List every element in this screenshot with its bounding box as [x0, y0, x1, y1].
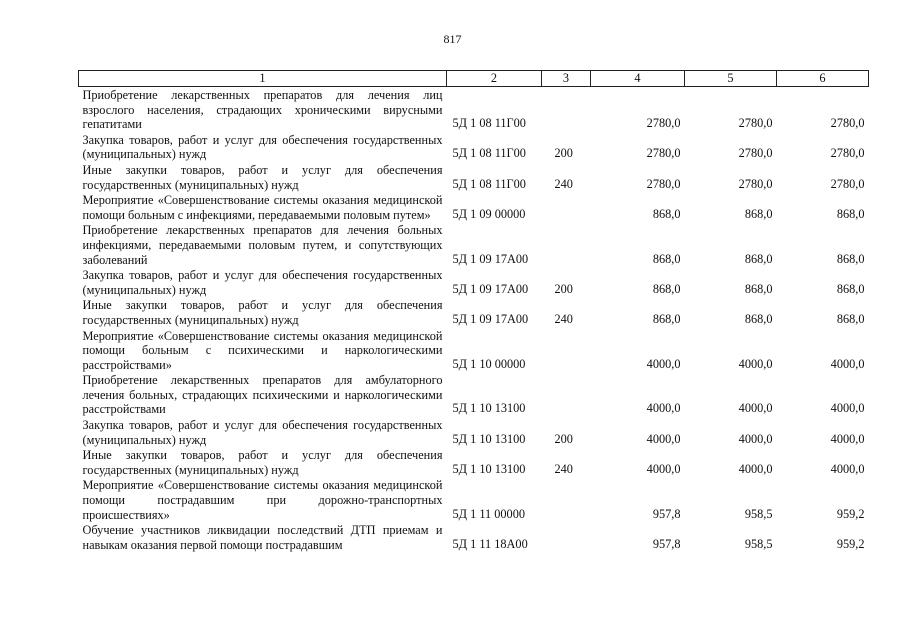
- row-name: Обучение участников ликвидации последствий ДТП приемам и навыкам оказания первой помощи пострадавшим: [82, 523, 443, 552]
- row-amount-3: 959,2: [836, 506, 865, 521]
- row-code: 5Д 1 09 17А00: [452, 311, 529, 326]
- row-name: Закупка товаров, работ и услуг для обеспечения государственных (муниципальных) нужд: [82, 268, 443, 297]
- row-amount-2: 4000,0: [738, 431, 773, 446]
- row-name: Мероприятие «Совершенствование системы оказания медицинской помощи больным с инфекциями, передаваемыми половым путем»: [82, 193, 443, 222]
- row-amount-2: 868,0: [744, 311, 773, 326]
- row-code: 5Д 1 10 13100: [452, 461, 526, 476]
- row-amount-1: 868,0: [652, 206, 681, 221]
- row-expense-kind: [542, 372, 591, 417]
- row-amount-3: 868,0: [836, 311, 865, 326]
- header-col-1: 1: [79, 71, 447, 87]
- row-code: 5Д 1 09 17А00: [452, 281, 529, 296]
- row-name: Мероприятие «Совершенствование системы оказания медицинской помощи пострадавшим при дорожно-транспортных происшествиях»: [82, 478, 443, 522]
- row-name: Иные закупки товаров, работ и услуг для обеспечения государственных (муниципальных) нужд: [82, 298, 443, 327]
- header-col-4: 4: [591, 71, 685, 87]
- row-name: Закупка товаров, работ и услуг для обеспечения государственных (муниципальных) нужд: [82, 418, 443, 447]
- table-row: [79, 192, 869, 222]
- row-expense-kind: 200: [554, 431, 573, 446]
- row-code: 5Д 1 09 00000: [452, 206, 526, 221]
- row-amount-1: 957,8: [652, 536, 681, 551]
- row-amount-2: 868,0: [744, 251, 773, 266]
- row-amount-2: 958,5: [744, 536, 773, 551]
- table-row: [79, 522, 869, 552]
- row-name: Закупка товаров, работ и услуг для обеспечения государственных (муниципальных) нужд: [82, 132, 443, 162]
- row-expense-kind: [542, 328, 591, 373]
- header-col-5: 5: [685, 71, 777, 87]
- row-code: 5Д 1 11 00000: [452, 506, 525, 521]
- table-row: [79, 87, 869, 132]
- row-amount-1: 4000,0: [646, 431, 681, 446]
- row-expense-kind: 200: [554, 146, 573, 161]
- row-expense-kind: 240: [554, 311, 573, 326]
- row-amount-3: 4000,0: [830, 356, 865, 371]
- row-amount-2: 2780,0: [738, 176, 773, 191]
- row-name: Приобретение лекарственных препаратов для амбулаторного лечения больных, страдающих психическими и наркологическими расстройствами: [82, 373, 443, 417]
- row-amount-3: 2780,0: [830, 116, 865, 131]
- row-name: Иные закупки товаров, работ и услуг для обеспечения государственных (муниципальных) нужд: [82, 162, 443, 192]
- row-expense-kind: [542, 222, 591, 267]
- row-name: Приобретение лекарственных препаратов для лечения лиц взрослого населения, страдающих хроническими вирусными гепатитами: [82, 88, 443, 132]
- row-amount-1: 4000,0: [646, 461, 681, 476]
- row-amount-1: 868,0: [652, 281, 681, 296]
- row-amount-1: 2780,0: [646, 116, 681, 131]
- row-code: 5Д 1 11 18А00: [452, 536, 528, 551]
- row-amount-2: 4000,0: [738, 461, 773, 476]
- table-row: [79, 372, 869, 417]
- row-code: 5Д 1 08 11Г00: [452, 176, 526, 191]
- row-name: Приобретение лекарственных препаратов для лечения больных инфекциями, передаваемыми половым путем, и сопутствующих заболеваний: [82, 223, 443, 267]
- table-row: [79, 417, 869, 447]
- row-name: Иные закупки товаров, работ и услуг для обеспечения государственных (муниципальных) нужд: [82, 448, 443, 477]
- header-col-3: 3: [542, 71, 591, 87]
- row-expense-kind: 200: [554, 281, 573, 296]
- row-expense-kind: 240: [554, 176, 573, 191]
- row-expense-kind: [542, 477, 591, 522]
- row-amount-3: 2780,0: [830, 146, 865, 161]
- row-code: 5Д 1 10 13100: [452, 401, 526, 416]
- row-amount-1: 868,0: [652, 251, 681, 266]
- budget-table: [78, 70, 869, 552]
- table-row: [79, 328, 869, 373]
- row-code: 5Д 1 10 13100: [452, 431, 526, 446]
- row-amount-3: 4000,0: [830, 431, 865, 446]
- row-code: 5Д 1 09 17А00: [452, 251, 529, 266]
- row-expense-kind: [542, 87, 591, 132]
- row-amount-2: 4000,0: [738, 356, 773, 371]
- table-row: [79, 267, 869, 297]
- row-amount-2: 868,0: [744, 206, 773, 221]
- row-expense-kind: [542, 522, 591, 552]
- row-amount-3: 868,0: [836, 251, 865, 266]
- table-row: [79, 297, 869, 327]
- row-amount-3: 4000,0: [830, 401, 865, 416]
- row-code: 5Д 1 08 11Г00: [452, 116, 526, 131]
- row-amount-3: 2780,0: [830, 176, 865, 191]
- row-amount-1: 868,0: [652, 311, 681, 326]
- header-col-6: 6: [777, 71, 869, 87]
- table-row: [79, 477, 869, 522]
- row-amount-2: 868,0: [744, 281, 773, 296]
- row-amount-3: 959,2: [836, 536, 865, 551]
- table-row: [79, 447, 869, 477]
- row-amount-1: 4000,0: [646, 356, 681, 371]
- table-row: [79, 162, 869, 192]
- row-amount-3: 868,0: [836, 281, 865, 296]
- header-col-2: 2: [447, 71, 542, 87]
- row-expense-kind: [542, 192, 591, 222]
- row-amount-2: 2780,0: [738, 146, 773, 161]
- row-expense-kind: 240: [554, 461, 573, 476]
- row-amount-1: 957,8: [652, 506, 681, 521]
- row-code: 5Д 1 10 00000: [452, 356, 526, 371]
- table-row: [79, 132, 869, 162]
- row-amount-1: 2780,0: [646, 176, 681, 191]
- row-amount-1: 2780,0: [646, 146, 681, 161]
- row-amount-2: 4000,0: [738, 401, 773, 416]
- header-row: [79, 71, 869, 87]
- row-amount-1: 4000,0: [646, 401, 681, 416]
- row-name: Мероприятие «Совершенствование системы оказания медицинской помощи больным с психическими и наркологическими расстройствами»: [82, 328, 443, 372]
- row-amount-3: 868,0: [836, 206, 865, 221]
- table-row: [79, 222, 869, 267]
- row-amount-2: 2780,0: [738, 116, 773, 131]
- row-amount-2: 958,5: [744, 506, 773, 521]
- row-code: 5Д 1 08 11Г00: [452, 146, 526, 161]
- row-amount-3: 4000,0: [830, 461, 865, 476]
- page-number: 817: [443, 32, 462, 46]
